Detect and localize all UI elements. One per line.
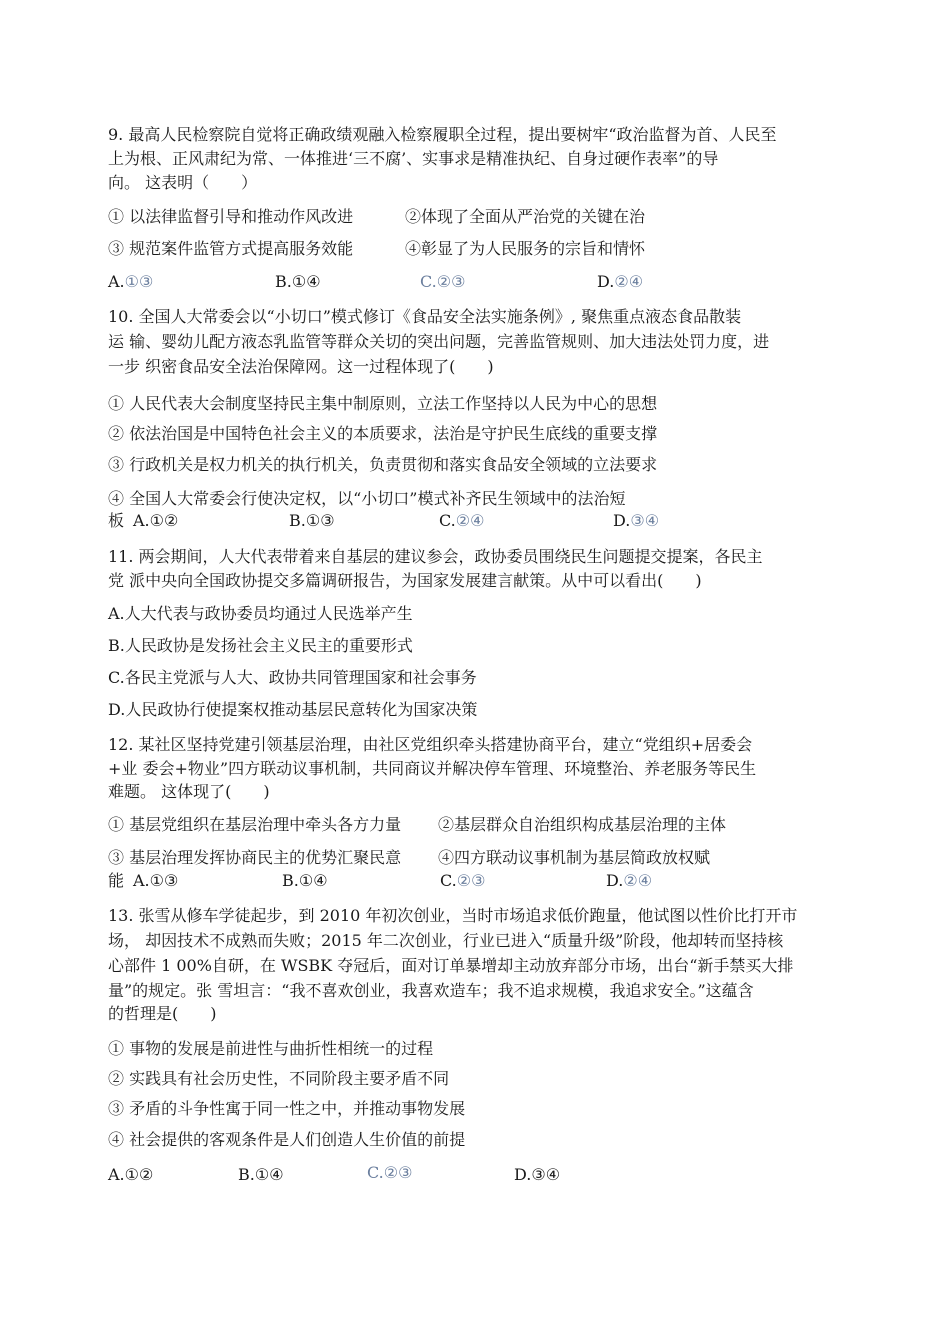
statement-3: ③ 行政机关是权力机关的执行机关，负责贯彻和落实食品安全领域的立法要求 bbox=[108, 455, 658, 474]
choice-d: D.②④ bbox=[606, 871, 653, 890]
statement-4: ④ 社会提供的客观条件是人们创造人生价值的前提 bbox=[108, 1130, 466, 1149]
choice-a: A.①② bbox=[133, 511, 179, 530]
statement-2: ② 依法治国是中国特色社会主义的本质要求，法治是守护民生底线的重要支撑 bbox=[108, 424, 658, 443]
choice-a: A.①② bbox=[108, 1165, 154, 1184]
question-stem-line: 12. 某社区坚持党建引领基层治理，由社区党组织牵头搭建协商平台，建立“党组织+居委会 bbox=[108, 735, 753, 754]
statement-4: ④ 全国人大常委会行使决定权，以“小切口”模式补齐民生领域中的法治短 bbox=[108, 489, 626, 508]
question-stem-line: 党 派中央向全国政协提交多篇调研报告，为国家发展建言献策。从中可以看出( ) bbox=[108, 571, 702, 590]
statement-1: ① 基层党组织在基层治理中牵头各方力量 bbox=[108, 815, 402, 834]
question-stem-line: 难题。 这体现了( ) bbox=[108, 782, 270, 801]
option-d: D.人民政协行使提案权推动基层民意转化为国家决策 bbox=[108, 700, 478, 719]
statement-2: ②体现了全面从严治党的关键在治 bbox=[405, 207, 646, 226]
choice-b: B.①④ bbox=[275, 272, 321, 291]
question-stem-line: 一步 织密食品安全法治保障网。这一过程体现了( ) bbox=[108, 357, 494, 376]
statement-3: ③ 规范案件监管方式提高服务效能 bbox=[108, 239, 354, 258]
statement-2: ② 实践具有社会历史性，不同阶段主要矛盾不同 bbox=[108, 1069, 450, 1088]
option-a: A.人大代表与政协委员均通过人民选举产生 bbox=[108, 604, 413, 623]
option-b: B.人民政协是发扬社会主义民主的重要形式 bbox=[108, 636, 413, 655]
choice-c: C.②③ bbox=[440, 871, 486, 890]
choice-b: B.①④ bbox=[282, 871, 328, 890]
question-stem-line: 心部件 1 00%自研，在 WSBK 夺冠后，面对订单暴增却主动放弃部分市场，出台“新手禁买大排 bbox=[108, 956, 794, 975]
question-stem-line: 场， 却因技术不成熟而失败；2015 年二次创业，行业已进入“质量升级”阶段，他却转而坚持核 bbox=[108, 931, 784, 950]
choice-b: B.①③ bbox=[289, 511, 335, 530]
choice-a: A.①③ bbox=[108, 272, 154, 291]
question-stem-line: 向。 这表明（ ） bbox=[108, 173, 258, 192]
statement-2: ②基层群众自治组织构成基层治理的主体 bbox=[438, 815, 727, 834]
question-stem-line: 10. 全国人大常委会以“小切口”模式修订《食品安全法实施条例》, 聚焦重点液态食品散装 bbox=[108, 307, 742, 326]
question-stem-line: 上为根、正风肃纪为常、一体推进‘三不腐’、实事求是精准执纪、自身过硬作表率”的导 bbox=[108, 149, 719, 168]
statement-1: ① 以法律监督引导和推动作风改进 bbox=[108, 207, 354, 226]
statement-3: ③ 基层治理发挥协商民主的优势汇聚民意 bbox=[108, 848, 402, 867]
choice-d: D.③④ bbox=[514, 1165, 561, 1184]
question-stem-line: 量”的规定。张 雪坦言：“我不喜欢创业，我喜欢造车；我不追求规模，我追求安全。”这蕴含 bbox=[108, 981, 754, 1000]
choice-c: C.②④ bbox=[439, 511, 485, 530]
choice-d: D.②④ bbox=[597, 272, 644, 291]
choice-c: C.②③ bbox=[367, 1163, 413, 1182]
statement-3: ③ 矛盾的斗争性寓于同一性之中，并推动事物发展 bbox=[108, 1099, 466, 1118]
question-stem-line: 13. 张雪从修车学徒起步，到 2010 年初次创业，当时市场追求低价跑量，他试图以性价比打开市 bbox=[108, 906, 798, 925]
choice-b: B.①④ bbox=[238, 1165, 284, 1184]
question-stem-line: 9. 最高人民检察院自觉将正确政绩观融入检察履职全过程，提出要树牢“政治监督为首、人民至 bbox=[108, 125, 777, 144]
statement-4: ④彰显了为人民服务的宗旨和情怀 bbox=[405, 239, 646, 258]
option-c: C.各民主党派与人大、政协共同管理国家和社会事务 bbox=[108, 668, 477, 687]
question-stem-line: 运 输、婴幼儿配方液态乳监管等群众关切的突出问题，完善监管规则、加大违法处罚力度，进 bbox=[108, 332, 770, 351]
question-stem-line: +业 委会+物业”四方联动议事机制，共同商议并解决停车管理、环境整治、养老服务等民生 bbox=[108, 759, 757, 778]
question-stem-line: 11. 两会期间，人大代表带着来自基层的建议参会，政协委员围绕民生问题提交提案，各民主 bbox=[108, 547, 763, 566]
statement-1: ① 事物的发展是前进性与曲折性相统一的过程 bbox=[108, 1039, 434, 1058]
statement-tail: 能 bbox=[108, 871, 125, 890]
choice-d: D.③④ bbox=[613, 511, 660, 530]
statement-4: ④四方联动议事机制为基层简政放权赋 bbox=[438, 848, 711, 867]
choice-c: C.②③ bbox=[420, 272, 466, 291]
question-stem-line: 的哲理是( ) bbox=[108, 1004, 217, 1023]
statement-tail: 板 bbox=[108, 511, 125, 530]
statement-1: ① 人民代表大会制度坚持民主集中制原则，立法工作坚持以人民为中心的思想 bbox=[108, 394, 658, 413]
choice-a: A.①③ bbox=[133, 871, 179, 890]
